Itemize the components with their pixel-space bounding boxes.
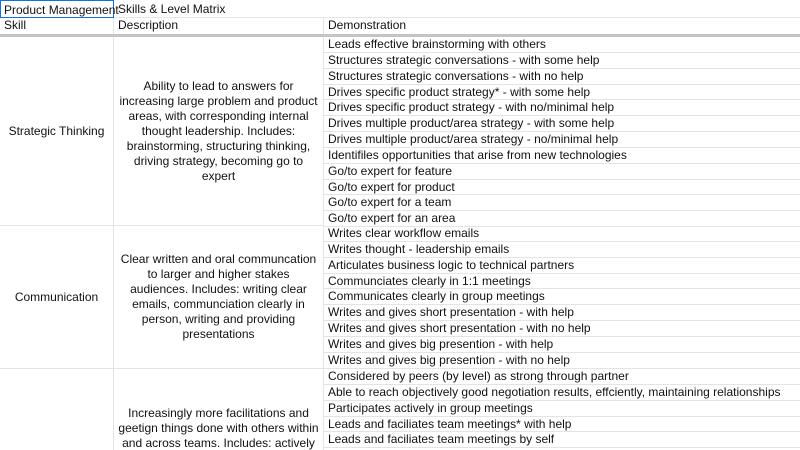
- demonstration-cell[interactable]: Articulates business logic to technical partners: [324, 258, 800, 274]
- demonstration-cell[interactable]: Leads and faciliates team meetings by self: [324, 432, 800, 448]
- selected-cell-a1[interactable]: [0, 0, 119, 18]
- demonstration-cell[interactable]: Structures strategic conversations - with no help: [324, 69, 800, 85]
- title-row: [0, 0, 800, 18]
- demonstration-cell[interactable]: Writes and gives short presentation - with help: [324, 305, 800, 321]
- skill-cell[interactable]: [0, 369, 114, 450]
- skill-group-collaboration: [0, 369, 800, 450]
- demonstration-cell[interactable]: Writes and gives short presentation - with no help: [324, 321, 800, 337]
- demonstration-cell[interactable]: Identifiles opportunities that arise from new technologies: [324, 148, 800, 164]
- demonstration-cell[interactable]: Writes and gives big presention - with no help: [324, 353, 800, 369]
- header-row: [0, 18, 800, 34]
- description-cell[interactable]: Increasingly more facilitations and geetign things done with others within and across teams. Includes: actively: [114, 369, 324, 450]
- demonstration-list: [324, 369, 800, 450]
- demonstration-cell[interactable]: Structures strategic conversations - with some help: [324, 53, 800, 69]
- demonstration-cell[interactable]: Writes clear workflow emails: [324, 226, 800, 242]
- demonstration-cell[interactable]: Go/to expert for feature: [324, 164, 800, 180]
- skills-table: [0, 37, 800, 450]
- demonstration-cell[interactable]: Drives multiple product/area strategy - no/minimal help: [324, 132, 800, 148]
- demonstration-cell[interactable]: Go/to expert for product: [324, 180, 800, 196]
- cell-b1[interactable]: [114, 0, 324, 18]
- title-cell-text: Product Management: [4, 3, 119, 17]
- demonstration-cell[interactable]: Writes and gives big presention - with help: [324, 337, 800, 353]
- skill-group-communication: [0, 226, 800, 369]
- title-text: Skills & Level Matrix: [118, 2, 226, 16]
- demonstration-cell[interactable]: Participates actively in group meetings: [324, 401, 800, 417]
- demonstration-cell[interactable]: Communicates clearly in group meetings: [324, 289, 800, 305]
- demonstration-cell[interactable]: Writes thought - leadership emails: [324, 242, 800, 258]
- demonstration-cell[interactable]: Able to reach objectively good negotiation results, effciently, maintaining relationships: [324, 385, 800, 401]
- demonstration-cell[interactable]: Drives specific product strategy* - with some help: [324, 85, 800, 101]
- demonstration-cell[interactable]: Go/to expert for a team: [324, 195, 800, 211]
- demonstration-list: [324, 37, 800, 226]
- description-cell[interactable]: Ability to lead to answers for increasing large problem and product areas, with corresponding internal thought leadership. Includes: brainstorming, structuring thinking, driving strategy, becoming go to expert: [114, 37, 324, 226]
- skill-cell[interactable]: Communication: [0, 226, 114, 369]
- demonstration-cell[interactable]: Leads effective brainstorming with others: [324, 37, 800, 53]
- demonstration-cell[interactable]: Considered by peers (by level) as strong through partner: [324, 369, 800, 385]
- demonstration-cell[interactable]: Go/to expert for an area: [324, 211, 800, 227]
- header-demonstration[interactable]: Demonstration: [328, 18, 407, 32]
- demonstration-cell[interactable]: Leads and faciliates team meetings* with help: [324, 417, 800, 433]
- cell-c1[interactable]: [324, 0, 800, 18]
- demonstration-list: [324, 226, 800, 369]
- demonstration-cell[interactable]: Communciates clearly in 1:1 meetings: [324, 274, 800, 290]
- skill-group-strategic-thinking: [0, 37, 800, 226]
- demonstration-cell[interactable]: Drives multiple product/area strategy - with some help: [324, 116, 800, 132]
- description-cell[interactable]: Clear written and oral communcation to larger and higher stakes audiences. Includes: writing clear emails, communciation clearly in person, writing and providing presentations: [114, 226, 324, 369]
- demonstration-cell[interactable]: Drives specific product strategy - with no/minimal help: [324, 100, 800, 116]
- header-description[interactable]: Description: [114, 18, 324, 34]
- skill-cell[interactable]: Strategic Thinking: [0, 37, 114, 226]
- header-skill[interactable]: Skill: [0, 18, 114, 34]
